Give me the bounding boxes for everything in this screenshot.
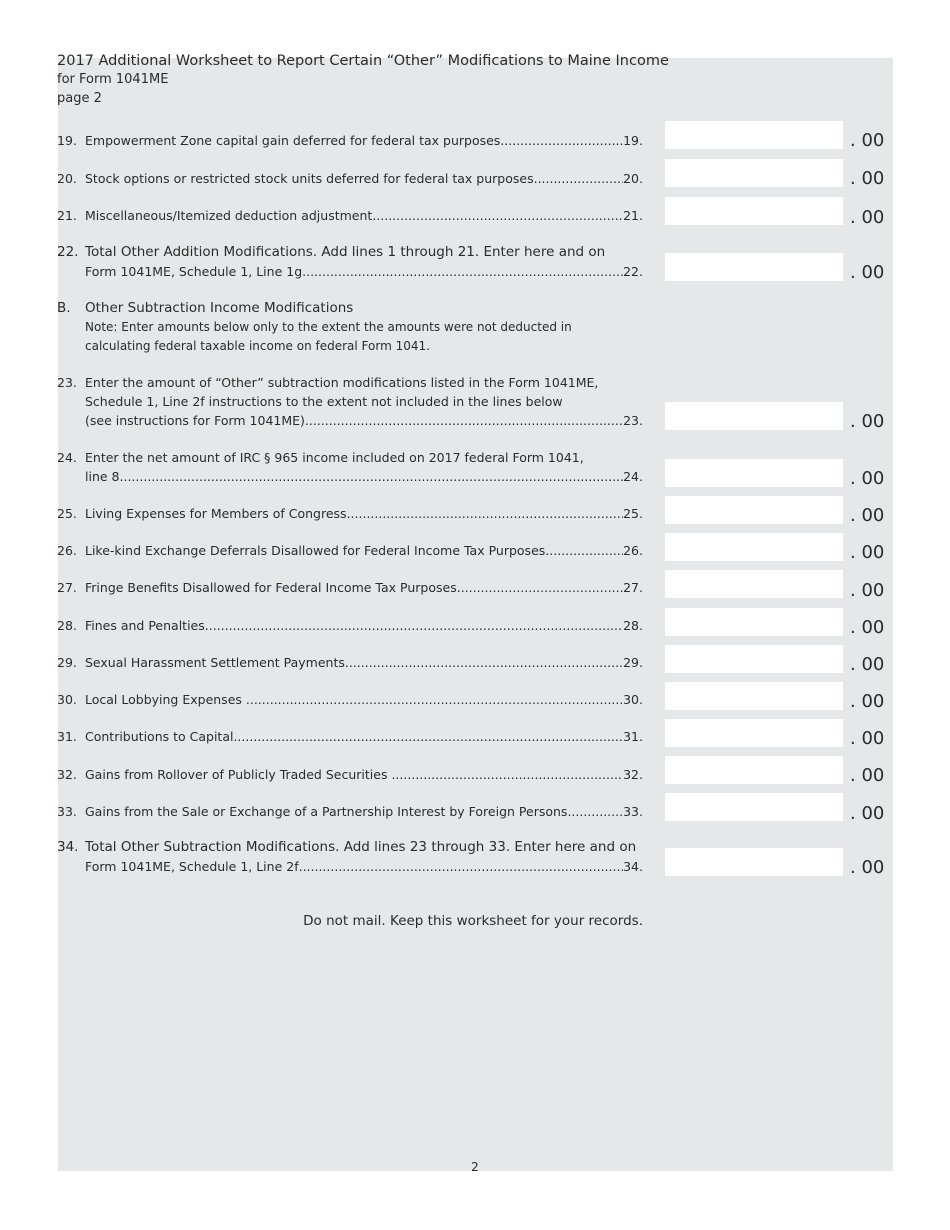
leader-dots xyxy=(500,131,623,150)
line-label: Fringe Benefits Disallowed for Federal Income Tax Purposes xyxy=(85,580,457,595)
line-19 xyxy=(57,131,643,150)
line-ref: 30. xyxy=(623,692,643,707)
line-number: 23. xyxy=(57,375,77,390)
line-number: 34. xyxy=(57,839,79,855)
leader-dots xyxy=(347,504,624,523)
leader-dots xyxy=(372,206,623,225)
section-label: B. xyxy=(57,300,71,316)
worksheet-title: 2017 Additional Worksheet to Report Certain “Other” Modifications to Maine Income xyxy=(57,53,669,69)
line-number: 31. xyxy=(57,729,77,744)
line-label: Fines and Penalties xyxy=(85,618,205,633)
section-note: Note: Enter amounts below only to the extent the amounts were not deducted in xyxy=(85,320,572,334)
line-label: Local Lobbying Expenses xyxy=(85,692,246,707)
leader-dots xyxy=(205,616,623,635)
line-ref: 27. xyxy=(623,580,643,595)
line-28-amount-input[interactable] xyxy=(665,608,843,636)
line-ref: 31. xyxy=(623,729,643,744)
line-number: 30. xyxy=(57,692,77,707)
leader-dots xyxy=(457,578,623,597)
line-number: 20. xyxy=(57,171,77,186)
line-label: Miscellaneous/Itemized deduction adjustment xyxy=(85,208,373,223)
line-label: Form 1041ME, Schedule 1, Line 2f xyxy=(85,859,299,874)
line-ref: 24. xyxy=(623,469,643,484)
line-20 xyxy=(57,169,643,188)
section-b xyxy=(57,299,643,356)
line-label: Total Other Addition Modifications. Add lines 1 through 21. Enter here and on xyxy=(85,244,606,260)
line-27 xyxy=(57,578,643,597)
line-26-amount-input[interactable] xyxy=(665,533,843,561)
form-subtitle: for Form 1041ME xyxy=(57,72,169,87)
leader-dots xyxy=(391,765,623,784)
line-number: 27. xyxy=(57,580,77,595)
line-label: Living Expenses for Members of Congress xyxy=(85,506,347,521)
cents-label: . 00 xyxy=(850,580,885,601)
line-ref: 29. xyxy=(623,655,643,670)
leader-dots xyxy=(299,857,624,876)
cents-label: . 00 xyxy=(850,765,885,786)
line-label: Gains from the Sale or Exchange of a Partnership Interest by Foreign Persons xyxy=(85,804,568,819)
line-number: 25. xyxy=(57,506,77,521)
line-34 xyxy=(57,838,643,876)
line-33 xyxy=(57,802,643,821)
cents-label: . 00 xyxy=(850,505,885,526)
line-24-amount-input[interactable] xyxy=(665,459,843,487)
line-number: 32. xyxy=(57,767,77,782)
leader-dots xyxy=(567,802,623,821)
line-number: 21. xyxy=(57,208,77,223)
line-24 xyxy=(57,448,643,486)
line-label: Schedule 1, Line 2f instructions to the extent not included in the lines below xyxy=(85,394,563,409)
cents-label: . 00 xyxy=(850,168,885,189)
line-27-amount-input[interactable] xyxy=(665,570,843,598)
line-label: Gains from Rollover of Publicly Traded Securities xyxy=(85,767,392,782)
cents-label: . 00 xyxy=(850,262,885,283)
line-25 xyxy=(57,504,643,523)
line-ref: 33. xyxy=(623,804,643,819)
line-number: 19. xyxy=(57,133,77,148)
line-label: Enter the net amount of IRC § 965 income included on 2017 federal Form 1041, xyxy=(85,450,584,465)
line-ref: 20. xyxy=(623,171,643,186)
cents-label: . 00 xyxy=(850,654,885,675)
line-ref: 26. xyxy=(623,543,643,558)
line-label: Contributions to Capital xyxy=(85,729,234,744)
line-26 xyxy=(57,541,643,560)
line-number: 22. xyxy=(57,244,79,260)
cents-label: . 00 xyxy=(850,803,885,824)
cents-label: . 00 xyxy=(850,207,885,228)
page-label: page 2 xyxy=(57,91,102,106)
line-label: Sexual Harassment Settlement Payments xyxy=(85,655,345,670)
line-number: 28. xyxy=(57,618,77,633)
line-label: Like-kind Exchange Deferrals Disallowed for Federal Income Tax Purposes xyxy=(85,543,546,558)
line-number: 26. xyxy=(57,543,77,558)
line-33-amount-input[interactable] xyxy=(665,793,843,821)
line-number: 29. xyxy=(57,655,77,670)
line-22 xyxy=(57,243,643,281)
line-ref: 28. xyxy=(623,618,643,633)
line-23-amount-input[interactable] xyxy=(665,402,843,430)
cents-label: . 00 xyxy=(850,411,885,432)
line-29-amount-input[interactable] xyxy=(665,645,843,673)
line-30 xyxy=(57,690,643,709)
line-21 xyxy=(57,206,643,225)
line-30-amount-input[interactable] xyxy=(665,682,843,710)
line-label: Enter the amount of “Other” subtraction modifications listed in the Form 1041ME, xyxy=(85,375,599,390)
page-number: 2 xyxy=(471,1160,479,1174)
line-31 xyxy=(57,727,643,746)
section-note: calculating federal taxable income on federal Form 1041. xyxy=(85,339,430,353)
cents-label: . 00 xyxy=(850,857,885,878)
line-32-amount-input[interactable] xyxy=(665,756,843,784)
line-23 xyxy=(57,373,643,430)
line-ref: 19. xyxy=(623,133,643,148)
leader-dots xyxy=(120,467,624,486)
line-ref: 32. xyxy=(623,767,643,782)
line-label: Stock options or restricted stock units deferred for federal tax purposes xyxy=(85,171,534,186)
line-25-amount-input[interactable] xyxy=(665,496,843,524)
line-label: line 8 xyxy=(85,469,120,484)
line-32 xyxy=(57,765,643,784)
section-heading: Other Subtraction Income Modifications xyxy=(85,300,354,316)
line-ref: 23. xyxy=(623,413,643,428)
line-number: 33. xyxy=(57,804,77,819)
leader-dots xyxy=(246,690,623,709)
cents-label: . 00 xyxy=(850,468,885,489)
line-ref: 25. xyxy=(623,506,643,521)
line-29 xyxy=(57,653,643,672)
line-label: Form 1041ME, Schedule 1, Line 1g xyxy=(85,264,303,279)
line-label: Total Other Subtraction Modifications. Add lines 23 through 33. Enter here and on xyxy=(85,839,637,855)
line-label: Empowerment Zone capital gain deferred for federal tax purposes xyxy=(85,133,501,148)
cents-label: . 00 xyxy=(850,728,885,749)
cents-label: . 00 xyxy=(850,691,885,712)
line-ref: 34. xyxy=(623,859,643,874)
line-number: 24. xyxy=(57,450,77,465)
leader-dots xyxy=(305,411,623,430)
line-28 xyxy=(57,616,643,635)
line-31-amount-input[interactable] xyxy=(665,719,843,747)
line-ref: 22. xyxy=(623,264,643,279)
leader-dots xyxy=(302,262,623,281)
line-label: (see instructions for Form 1041ME) xyxy=(85,413,305,428)
line-34-amount-input[interactable] xyxy=(665,848,843,876)
leader-dots xyxy=(345,653,623,672)
leader-dots xyxy=(545,541,623,560)
line-20-amount-input[interactable] xyxy=(665,159,843,187)
line-ref: 21. xyxy=(623,208,643,223)
leader-dots xyxy=(534,169,624,188)
leader-dots xyxy=(233,727,623,746)
line-19-amount-input[interactable] xyxy=(665,121,843,149)
cents-label: . 00 xyxy=(850,130,885,151)
cents-label: . 00 xyxy=(850,542,885,563)
line-21-amount-input[interactable] xyxy=(665,197,843,225)
cents-label: . 00 xyxy=(850,617,885,638)
footer-instruction: Do not mail. Keep this worksheet for your records. xyxy=(303,913,643,929)
line-22-amount-input[interactable] xyxy=(665,253,843,281)
